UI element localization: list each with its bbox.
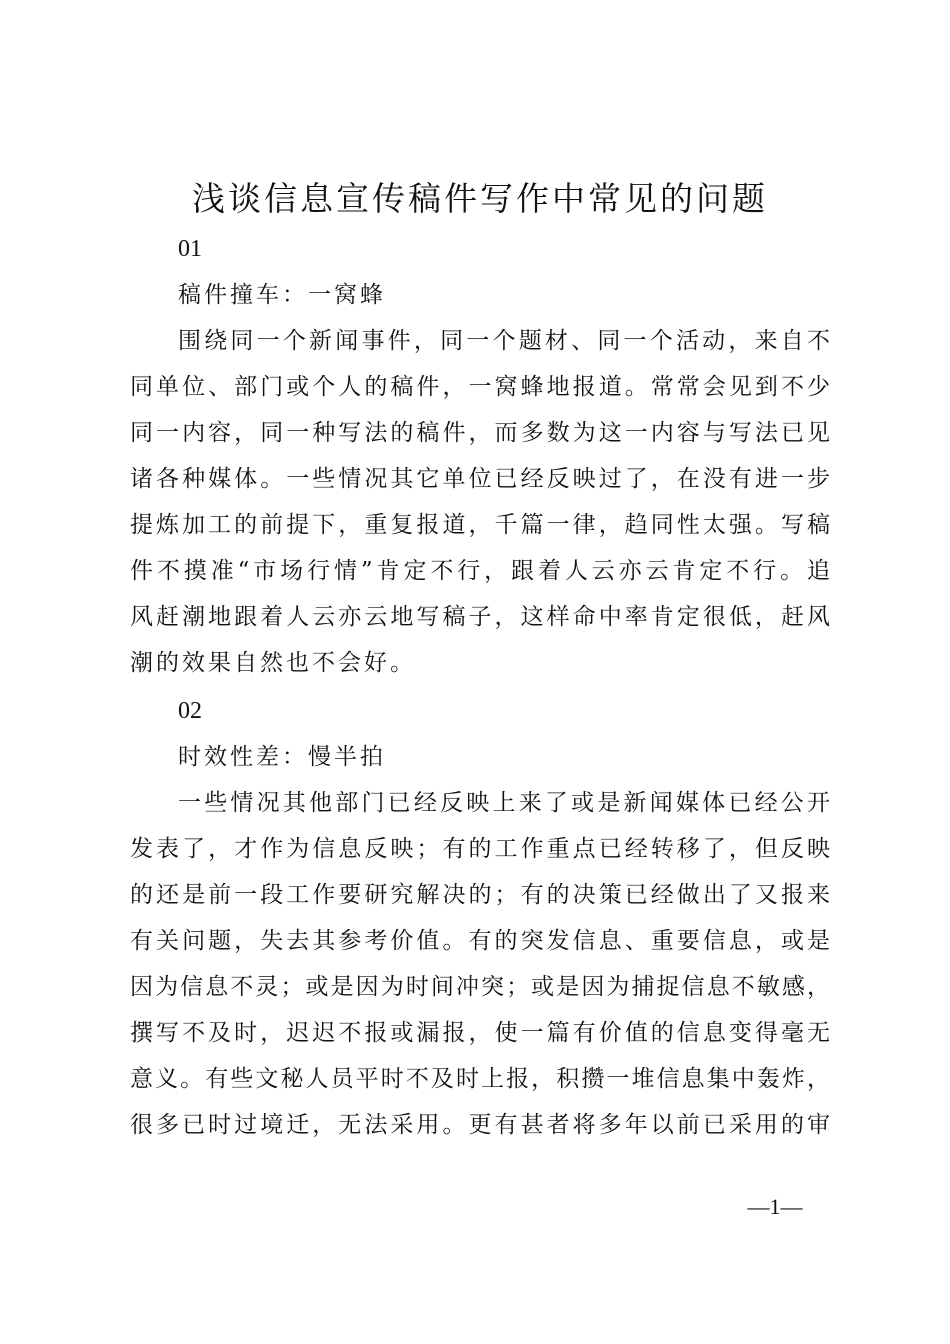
paragraph-line: 的还是前一段工作要研究解决的；有的决策已经做出了又报来 <box>130 882 830 908</box>
paragraph-line: 诸各种媒体。一些情况其它单位已经反映过了，在没有进一步 <box>130 466 830 492</box>
paragraph-line: 很多已时过境迁，无法采用。更有甚者将多年以前已采用的审 <box>130 1112 830 1138</box>
paragraph-line: 风赶潮地跟着人云亦云地写稿子，这样命中率肯定很低，赶风 <box>130 604 830 630</box>
paragraph-line: 一些情况其他部门已经反映上来了或是新闻媒体已经公开 <box>178 790 830 816</box>
document-title: 浅谈信息宣传稿件写作中常见的问题 <box>192 179 768 218</box>
page-number: —1— <box>747 1194 803 1219</box>
paragraph-line: 潮的效果自然也不会好。 <box>130 650 416 676</box>
paragraph-line: 有关问题，失去其参考价值。有的突发信息、重要信息，或是 <box>130 928 830 954</box>
paragraph-line: 撰写不及时，迟迟不报或漏报，使一篇有价值的信息变得毫无 <box>130 1020 830 1046</box>
paragraph-line: 发表了，才作为信息反映；有的工作重点已经转移了，但反映 <box>130 836 830 862</box>
paragraph-line: 意义。有些文秘人员平时不及时上报，积攒一堆信息集中轰炸， <box>130 1066 830 1092</box>
section-number: 02 <box>178 698 202 724</box>
paragraph-line: 提炼加工的前提下，重复报道，千篇一律，趋同性太强。写稿 <box>130 512 830 538</box>
section-heading: 时效性差：慢半拍 <box>178 744 386 770</box>
section-heading: 稿件撞车：一窝蜂 <box>178 282 386 308</box>
paragraph-line: 同一内容，同一种写法的稿件，而多数为这一内容与写法已见 <box>130 420 830 446</box>
section-number: 01 <box>178 236 202 262</box>
paragraph-line: 因为信息不灵；或是因为时间冲突；或是因为捕捉信息不敏感， <box>130 974 830 1000</box>
paragraph-line: 围绕同一个新闻事件，同一个题材、同一个活动，来自不 <box>178 328 830 354</box>
paragraph-line: 同单位、部门或个人的稿件，一窝蜂地报道。常常会见到不少 <box>130 374 830 400</box>
paragraph-line: 件不摸准“市场行情”肯定不行，跟着人云亦云肯定不行。追 <box>130 558 830 584</box>
